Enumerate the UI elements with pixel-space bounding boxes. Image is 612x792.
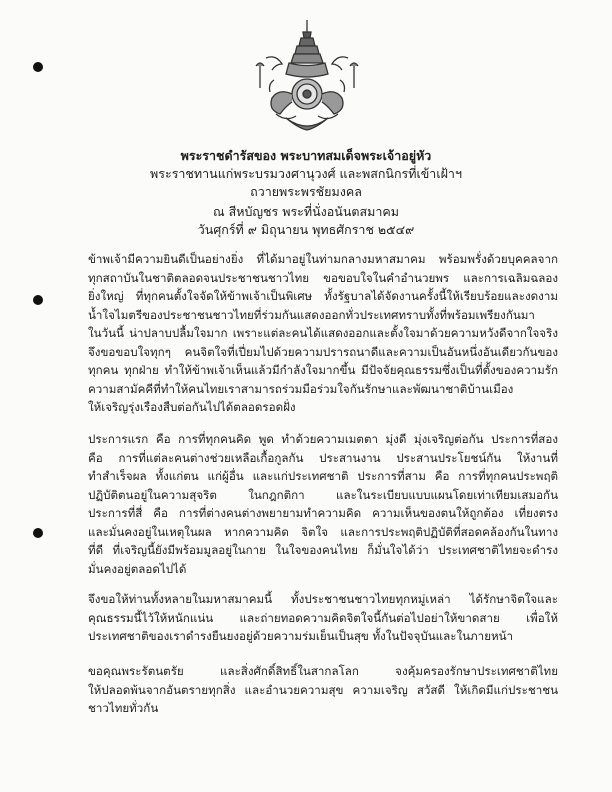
- paragraph-line: ยิ่งใหญ่ ที่ทุกคนตั้งใจจัดให้ข้าพเจ้าเป็นพิเศษ ทั้งรัฐบาลได้จัดงานครั้งนี้ให้เรียบร้อยและงดงาม: [88, 289, 558, 303]
- paragraph-line: ข้าพเจ้ามีความยินดีเป็นอย่างยิ่ง ที่ได้มาอยู่ในท่ามกลางมหาสมาคม พร้อมพรั่งด้วยบุคคลจาก: [88, 252, 558, 266]
- paragraph-line: ให้ปลอดพ้นจากอันตรายทุกสิ่ง และอำนวยความสุข ความเจริญ สวัสดี ให้เกิดมีแก่ประชาชน: [88, 682, 558, 697]
- royal-emblem-icon: [246, 18, 368, 138]
- paragraph-line: คุณธรรมนี้ไว้ให้หนักแน่น และถ่ายทอดความคิดจิตใจนี้กันต่อไปอย่าให้ขาดสาย เพื่อให้: [88, 610, 558, 625]
- paragraph-4: [88, 662, 558, 718]
- paragraph-line: ที่ดี ที่เจริญนี้ยังมีพร้อมมูลอยู่ในกาย ในใจของคนไทย ก็มั่นใจได้ว่า ประเทศชาติไทยจะดำรง: [88, 543, 558, 557]
- paragraph-1: [88, 250, 558, 417]
- binder-hole-middle: [33, 295, 43, 305]
- paragraph-line: ให้เจริญรุ่งเรืองสืบต่อกันไปได้ตลอดรอดฝั่ง: [88, 400, 296, 414]
- heading-venue: ณ สีหบัญชร พระที่นั่งอนันตสมาคม: [213, 204, 399, 219]
- paragraph-line: คือ การที่แต่ละคนต่างช่วยเหลือเกื้อกูลกัน ประสานงาน ประสานประโยชน์กัน ให้งานที่: [88, 450, 558, 465]
- paragraph-line: ประเทศชาติของเราดำรงยืนยงอยู่ด้วยความร่มเย็นเป็นสุข ทั้งในปัจจุบันและในภายหน้า: [88, 629, 514, 643]
- paragraph-line: และมั่นคงอยู่ในเหตุในผล หากความคิด จิตใจ และการประพฤติปฏิบัติที่สอดคล้องกันในทาง: [88, 524, 558, 539]
- binder-hole-bottom: [33, 528, 43, 538]
- paragraph-line: จึงขอขอบใจทุกๆ คนจิตใจที่เปี่ยมไปด้วยความปรารถนาดีและความเป็นอันหนึ่งอันเดียวกันของ: [88, 344, 558, 359]
- paragraph-line: ทุกคน ทุกฝ่าย ทำให้ข้าพเจ้าเห็นแล้วมีกำลังใจมากขึ้น มีปัจจัยคุณธรรมซึ่งเป็นที่ตั้งของความรัก: [88, 363, 558, 377]
- paragraph-line: มั่นคงอยู่ตลอดไปได้: [88, 561, 187, 576]
- paragraph-line: ประการแรก คือ การที่ทุกคนคิด พูด ทำด้วยความเมตตา มุ่งดี มุ่งเจริญต่อกัน ประการที่สอง: [88, 432, 558, 446]
- binder-hole-top: [33, 62, 43, 72]
- heading-audience: พระราชทานแก่พระบรมวงศานุวงศ์ และพสกนิกรที่เข้าเฝ้าฯ: [150, 166, 462, 181]
- paragraph-line: ปฏิบัติตนอยู่ในความสุจริต ในกฎกติกา และในระเบียบแบบแผนโดยเท่าเทียมเสมอกัน: [88, 487, 558, 502]
- heading-date: วันศุกร์ที่ ๙ มิถุนายน พุทธศักราช ๒๕๔๙: [197, 222, 415, 237]
- heading-occasion: ถวายพระพรชัยมงคล: [250, 184, 362, 199]
- paragraph-line: ความสามัคคีที่ทำให้คนไทยเราสามารถร่วมมือร่วมใจกันรักษาและพัฒนาชาติบ้านเมือง: [88, 381, 514, 396]
- paragraph-line: ทุกสถาบันในชาติตลอดจนประชาชนชาวไทย ขอขอบใจในคำอำนวยพร และการเฉลิมฉลอง: [88, 270, 558, 285]
- paragraph-line: ทำสำเร็จผล ทั้งแก่ตน แก่ผู้อื่น และแก่ประเทศชาติ ประการที่สาม คือ การที่ทุกคนประพฤติ: [88, 469, 558, 483]
- paragraph-line: จึงขอให้ท่านทั้งหลายในมหาสมาคมนี้ ทั้งประชาชนชาวไทยทุกหมู่เหล่า ได้รักษาจิตใจและ: [88, 592, 558, 606]
- paragraph-line: ขอคุณพระรัตนตรัย และสิ่งศักดิ์สิทธิ์ในสากลโลก จงคุ้มครองรักษาประเทศชาติไทย: [88, 664, 558, 678]
- paragraph-line: น้ำใจไมตรีของประชาชนชาวไทยที่ร่วมกันแสดงออกทั่วประเทศทราบทั้งที่พร้อมเพรียงกันมา: [88, 307, 535, 322]
- paragraph-2: [88, 430, 558, 578]
- paragraph-line: ประการที่สี่ คือ การที่ต่างคนต่างพยายามทำความคิด ความเห็นของตนให้ถูกต้อง เที่ยงตรง: [88, 506, 558, 520]
- paragraph-line: ชาวไทยทั่วกัน: [88, 701, 159, 715]
- paragraph-3: [88, 590, 558, 646]
- heading-title: พระราชดำรัสของ พระบาทสมเด็จพระเจ้าอยู่หัว: [180, 148, 432, 163]
- paragraph-line: ในวันนี้ น่าปลาบปลื้มใจมาก เพราะแต่ละคนได้แสดงออกและตั้งใจมาด้วยความหวังดีจากใจจริง: [88, 326, 558, 340]
